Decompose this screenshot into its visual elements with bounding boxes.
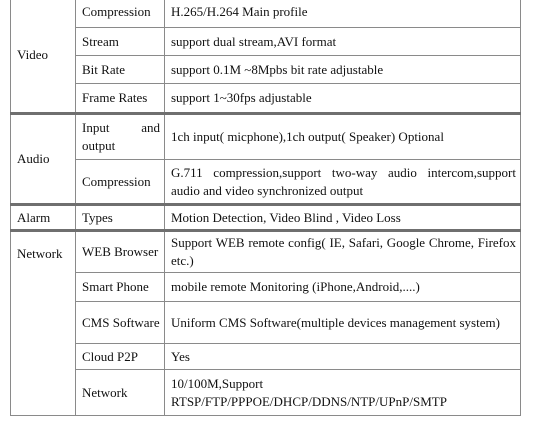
feature-value: support 0.1M ~8Mpbs bit rate adjustable (165, 56, 521, 84)
table-row (11, 114, 521, 160)
category-audio: Audio (11, 114, 76, 205)
feature-value: support dual stream,AVI format (165, 28, 521, 56)
feature-value: 1ch input( micphone),1ch output( Speaker) Optional (165, 114, 521, 160)
feature-label: Network (76, 370, 165, 416)
feature-label: WEB Browser (76, 231, 165, 273)
spec-table (10, 0, 521, 416)
feature-value: Support WEB remote config( IE, Safari, Google Chrome, Firefox etc.) (165, 231, 521, 273)
feature-label: Frame Rates (76, 84, 165, 114)
table-row (11, 231, 521, 273)
feature-label: Compression (76, 0, 165, 28)
table-row (11, 28, 521, 56)
feature-value: support 1~30fps adjustable (165, 84, 521, 114)
table-row (11, 370, 521, 416)
feature-label: Stream (76, 28, 165, 56)
category-alarm: Alarm (11, 205, 76, 231)
table-row (11, 84, 521, 114)
feature-value: Yes (165, 344, 521, 370)
feature-label-text: Input and output (82, 120, 160, 153)
table-row (11, 302, 521, 344)
feature-value: Uniform CMS Software(multiple devices management system) (165, 302, 521, 344)
category-video: Video (11, 0, 76, 114)
feature-value: G.711 compression,support two-way audio intercom,support audio and video synchronized output (165, 160, 521, 205)
feature-value: mobile remote Monitoring (iPhone,Android,....) (165, 273, 521, 302)
feature-label (76, 114, 165, 160)
feature-label: Compression (76, 160, 165, 205)
feature-label: Smart Phone (76, 273, 165, 302)
feature-value: H.265/H.264 Main profile (165, 0, 521, 28)
feature-label: Types (76, 205, 165, 231)
feature-label: CMS Software (76, 302, 165, 344)
feature-label: Bit Rate (76, 56, 165, 84)
table-row (11, 344, 521, 370)
category-network: Network (11, 231, 76, 416)
table-row (11, 160, 521, 205)
table-row (11, 273, 521, 302)
feature-label: Cloud P2P (76, 344, 165, 370)
table-row (11, 0, 521, 28)
table-row (11, 205, 521, 231)
feature-value: Motion Detection, Video Blind , Video Loss (165, 205, 521, 231)
table-row (11, 56, 521, 84)
feature-value: 10/100M,Support RTSP/FTP/PPPOE/DHCP/DDNS/NTP/UPnP/SMTP (165, 370, 521, 416)
